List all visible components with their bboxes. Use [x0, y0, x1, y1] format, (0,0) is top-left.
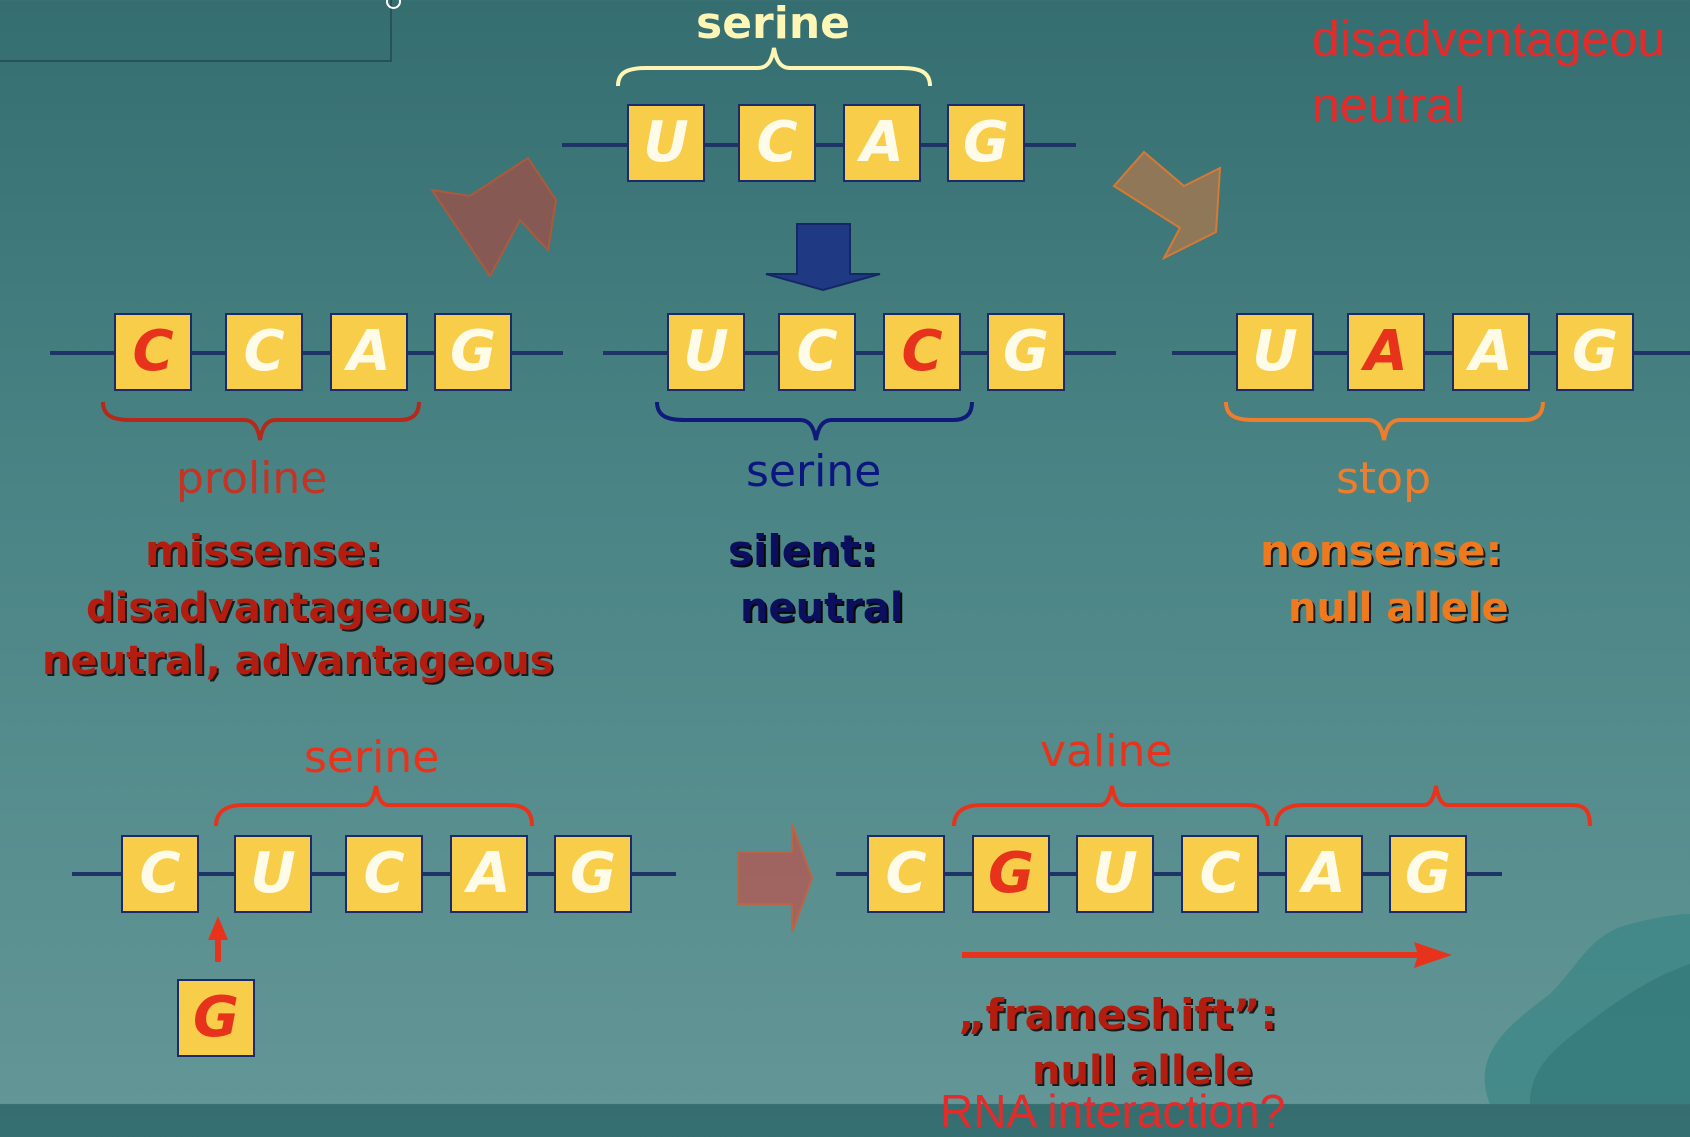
- brace-silent-serine: [657, 402, 972, 440]
- top-base-4: G: [947, 104, 1025, 182]
- rock-decoration: [1430, 854, 1690, 1104]
- after-base-4: C: [1181, 835, 1259, 913]
- arrow-to-missense: [432, 158, 556, 276]
- nonsense-base-1: U: [1236, 313, 1314, 391]
- frameshift-effect-line1: null allele: [1032, 1048, 1253, 1094]
- missense-base-3: A: [330, 313, 408, 391]
- before-base-4: A: [450, 835, 528, 913]
- top-amino-acid: serine: [696, 0, 850, 49]
- frameshift-class-label: „frameshift”:: [958, 990, 1278, 1039]
- arrow-insertion: [738, 824, 812, 932]
- nonsense-class-label: nonsense:: [1260, 526, 1503, 575]
- silent-class-label: silent:: [728, 526, 878, 575]
- brace-stop: [1226, 402, 1543, 440]
- bottom-cut-text: RNA interaction?: [940, 1085, 1286, 1137]
- before-base-3: C: [345, 835, 423, 913]
- missense-effect-line2: neutral, advantageous: [42, 638, 554, 684]
- after-base-5: A: [1285, 835, 1363, 913]
- missense-base-2: C: [225, 313, 303, 391]
- top-base-2: C: [738, 104, 816, 182]
- corner-text-line1: disadventageou: [1312, 11, 1666, 67]
- insertion-arrow-head: [208, 916, 228, 940]
- after-base-2: G: [972, 835, 1050, 913]
- missense-base-4: G: [434, 313, 512, 391]
- after-base-6: G: [1389, 835, 1467, 913]
- brace-top-serine: [618, 48, 930, 86]
- after-base-1: C: [867, 835, 945, 913]
- inserted-base: G: [177, 979, 255, 1057]
- brace-valine: [954, 786, 1268, 826]
- nonsense-base-4: G: [1556, 313, 1634, 391]
- before-base-1: C: [121, 835, 199, 913]
- silent-effect-line1: neutral: [740, 585, 904, 631]
- nonsense-amino-acid: stop: [1336, 453, 1432, 504]
- silent-amino-acid: serine: [746, 446, 882, 497]
- silent-base-1: U: [667, 313, 745, 391]
- missense-base-1: C: [114, 313, 192, 391]
- corner-text-line2: neutral: [1312, 77, 1465, 133]
- nonsense-effect-line1: null allele: [1288, 585, 1509, 631]
- missense-amino-acid: proline: [176, 453, 328, 504]
- top-base-3: A: [843, 104, 921, 182]
- arrow-to-nonsense: [1114, 152, 1220, 258]
- before-base-5: G: [554, 835, 632, 913]
- frameshift-after-amino-acid: valine: [1040, 726, 1173, 777]
- nonsense-base-2: A: [1347, 313, 1425, 391]
- top-base-1: U: [627, 104, 705, 182]
- silent-base-2: C: [778, 313, 856, 391]
- silent-base-3: C: [883, 313, 961, 391]
- brace-proline: [103, 402, 419, 440]
- after-base-3: U: [1076, 835, 1154, 913]
- missense-effect-line1: disadvantageous,: [86, 585, 487, 631]
- brace-next-codon: [1276, 786, 1590, 826]
- frameshift-before-amino-acid: serine: [304, 732, 440, 783]
- missense-class-label: missense:: [145, 526, 382, 575]
- nonsense-base-3: A: [1452, 313, 1530, 391]
- brace-frameshift-serine: [216, 786, 532, 826]
- silent-base-4: G: [987, 313, 1065, 391]
- before-base-2: U: [234, 835, 312, 913]
- arrow-to-silent: [766, 224, 880, 290]
